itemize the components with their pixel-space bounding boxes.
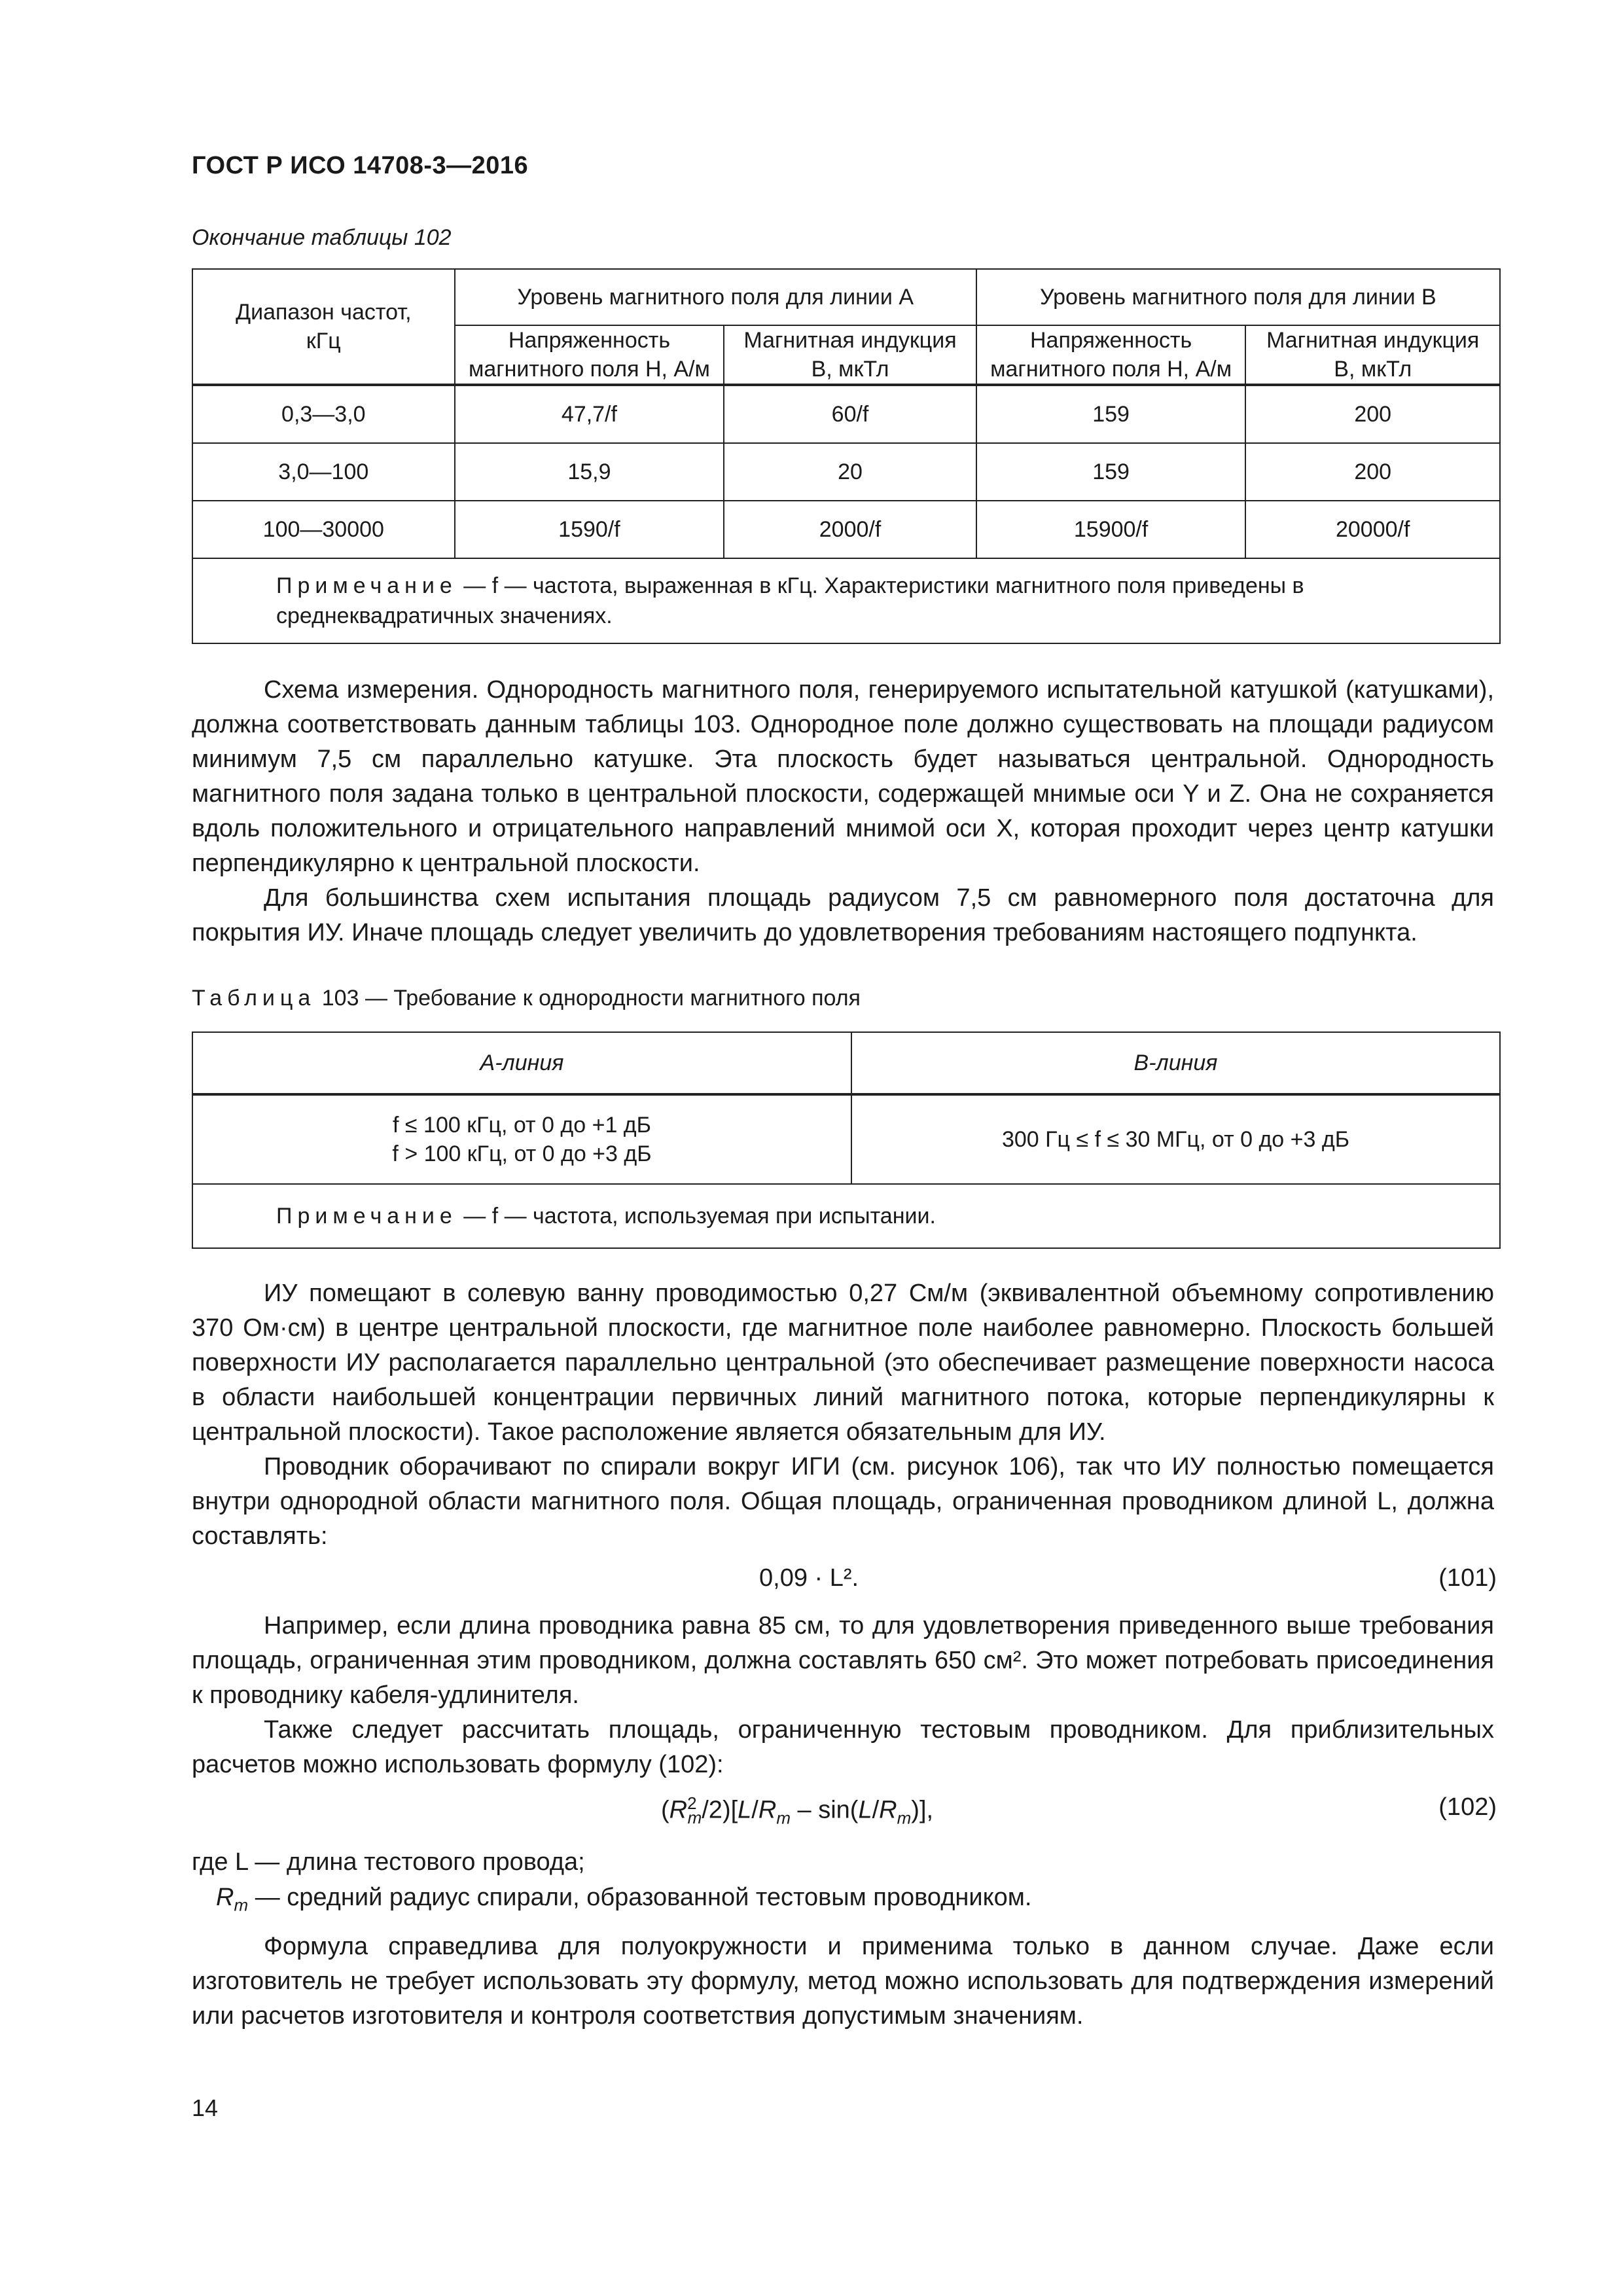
paragraph: ИУ помещают в солевую ванну проводимостью 0,27 См/м (эквивалентной объемному сопротивлению 370 Ом·см) в центре центральной плоскости, где магнитное поле наиболее равномерно. Плоскость большей поверхности ИУ располагается параллельно центральной (это обеспечивает размещение поверхности насоса в области наибольшей концентрации первичных линий магнитного потока, которые перпендикулярны к центральной плоскости). Такое расположение является обязательным для ИУ. <box>192 1280 1494 1446</box>
where-line-1: где L — длина тестового провода; <box>192 1848 585 1876</box>
table-103 <box>192 1031 1501 1249</box>
table-row <box>192 1094 1500 1184</box>
table-cell: 300 Гц ≤ f ≤ 30 МГц, от 0 до +3 дБ <box>851 1094 1500 1184</box>
table-cell: 0,3—3,0 <box>192 385 455 443</box>
table-cell: 60/f <box>724 385 976 443</box>
table-103-title <box>192 986 861 1011</box>
table-cell: 20 <box>724 443 976 501</box>
header-line-b: Уровень магнитного поля для линии B <box>976 269 1500 325</box>
cell-line: f ≤ 100 кГц, от 0 до +1 дБ <box>393 1113 651 1138</box>
table-cell: 20000/f <box>1245 501 1500 558</box>
header-a-line: A-линия <box>192 1032 851 1094</box>
table-row <box>192 385 1500 443</box>
table-cell <box>192 1094 851 1184</box>
table-cell: 15,9 <box>455 443 724 501</box>
where-line-2-text: — средний радиус спирали, образованной тестовым проводником. <box>255 1884 1032 1911</box>
paragraph-block-4 <box>192 1929 1494 2034</box>
table-cell: 47,7/f <box>455 385 724 443</box>
table-cell: 3,0—100 <box>192 443 455 501</box>
formula-102: $(R^2_m/2)[L/R_m - \sin(L/R_m)]$, <box>661 1793 934 1828</box>
document-header: ГОСТ Р ИСО 14708-3—2016 <box>192 152 529 179</box>
equation-number-101: (101) <box>1438 1564 1497 1592</box>
note-label: Примечание <box>276 1203 457 1229</box>
table-note <box>192 1184 1500 1248</box>
table-cell: 15900/f <box>976 501 1246 558</box>
table-cell: 200 <box>1245 385 1500 443</box>
paragraph-block-3 <box>192 1609 1494 1782</box>
table-note <box>192 558 1500 643</box>
paragraph: Например, если длина проводника равна 85 см, то для удовлетворения приведенного выше требования площадь, ограниченная этим проводником, должна составлять 650 см². Это может потребовать присоединения к проводнику кабеля-удлинителя. <box>192 1612 1494 1709</box>
table-cell: 159 <box>976 385 1246 443</box>
table-cell: 100—30000 <box>192 501 455 558</box>
paragraph-block-2 <box>192 1276 1494 1554</box>
paragraph-block-1 <box>192 673 1494 950</box>
page-number: 14 <box>192 2094 219 2121</box>
equation-number-102: (102) <box>1438 1793 1497 1821</box>
table-row <box>192 501 1500 558</box>
paragraph: Также следует рассчитать площадь, ограниченную тестовым проводником. Для приблизительных расчетов можно использовать формулу (102): <box>192 1716 1494 1778</box>
table-row <box>192 443 1500 501</box>
note-text: — f — частота, выраженная в кГц. Характеристики магнитного поля приведены в среднеквадратичных значениях. <box>276 573 1304 628</box>
header-frequency-range: Диапазон частот, кГц <box>192 269 455 385</box>
subheader-b-b: Магнитная индукция B, мкТл <box>1245 325 1500 385</box>
cell-line: f > 100 кГц, от 0 до +3 дБ <box>392 1141 652 1166</box>
paragraph: Формула справедлива для полуокружности и применима только в данном случае. Даже если изготовитель не требует использовать эту формулу, метод можно использовать для подтверждения измерений или расчетов изготовителя и контроля соответствия допустимым значениям. <box>192 1933 1494 2030</box>
table-cell: 2000/f <box>724 501 976 558</box>
table-continuation-caption: Окончание таблицы 102 <box>192 225 452 250</box>
paragraph: Схема измерения. Однородность магнитного поля, генерируемого испытательной катушкой (катушками), должна соответствовать данным таблицы 103. Однородное поле должно существовать на площади радиусом минимум 7,5 см параллельно катушке. Эта плоскость будет называться центральной. Однородность магнитного поля задана только в центральной плоскости, содержащей мнимые оси Y и Z. Она не сохраняется вдоль положительного и отрицательного направлений мнимой оси X, которая проходит через центр катушки перпендикулярно к центральной плоскости. <box>192 676 1494 877</box>
table-cell: 159 <box>976 443 1246 501</box>
table-title-text: 103 — Требование к однородности магнитного поля <box>321 986 861 1011</box>
note-label: Примечание <box>276 573 457 598</box>
formula-101: 0,09 · L². <box>759 1564 859 1592</box>
subheader-h-a: Напряженность магнитного поля H, А/м <box>455 325 724 385</box>
table-102 <box>192 268 1501 644</box>
table-label: Таблица <box>192 986 316 1011</box>
subheader-b-a: Магнитная индукция B, мкТл <box>724 325 976 385</box>
note-text: — f — частота, используемая при испытании. <box>457 1203 936 1229</box>
paragraph: Для большинства схем испытания площадь радиусом 7,5 см равномерного поля достаточна для покрытия ИУ. Иначе площадь следует увеличить до удовлетворения требованиям настоящего подпункта. <box>192 884 1494 946</box>
subheader-h-b: Напряженность магнитного поля H, А/м <box>976 325 1246 385</box>
where-line-2: $R_m$ — средний радиус спирали, образованной тестовым проводником. <box>216 1884 1032 1915</box>
paragraph: Проводник оборачивают по спирали вокруг ИГИ (см. рисунок 106), так что ИУ полностью помещается внутри однородной области магнитного поля. Общая площадь, ограниченная проводником длиной L, должна составлять: <box>192 1453 1494 1550</box>
table-cell: 200 <box>1245 443 1500 501</box>
table-cell: 1590/f <box>455 501 724 558</box>
header-b-line: B-линия <box>851 1032 1500 1094</box>
header-line-a: Уровень магнитного поля для линии A <box>455 269 976 325</box>
